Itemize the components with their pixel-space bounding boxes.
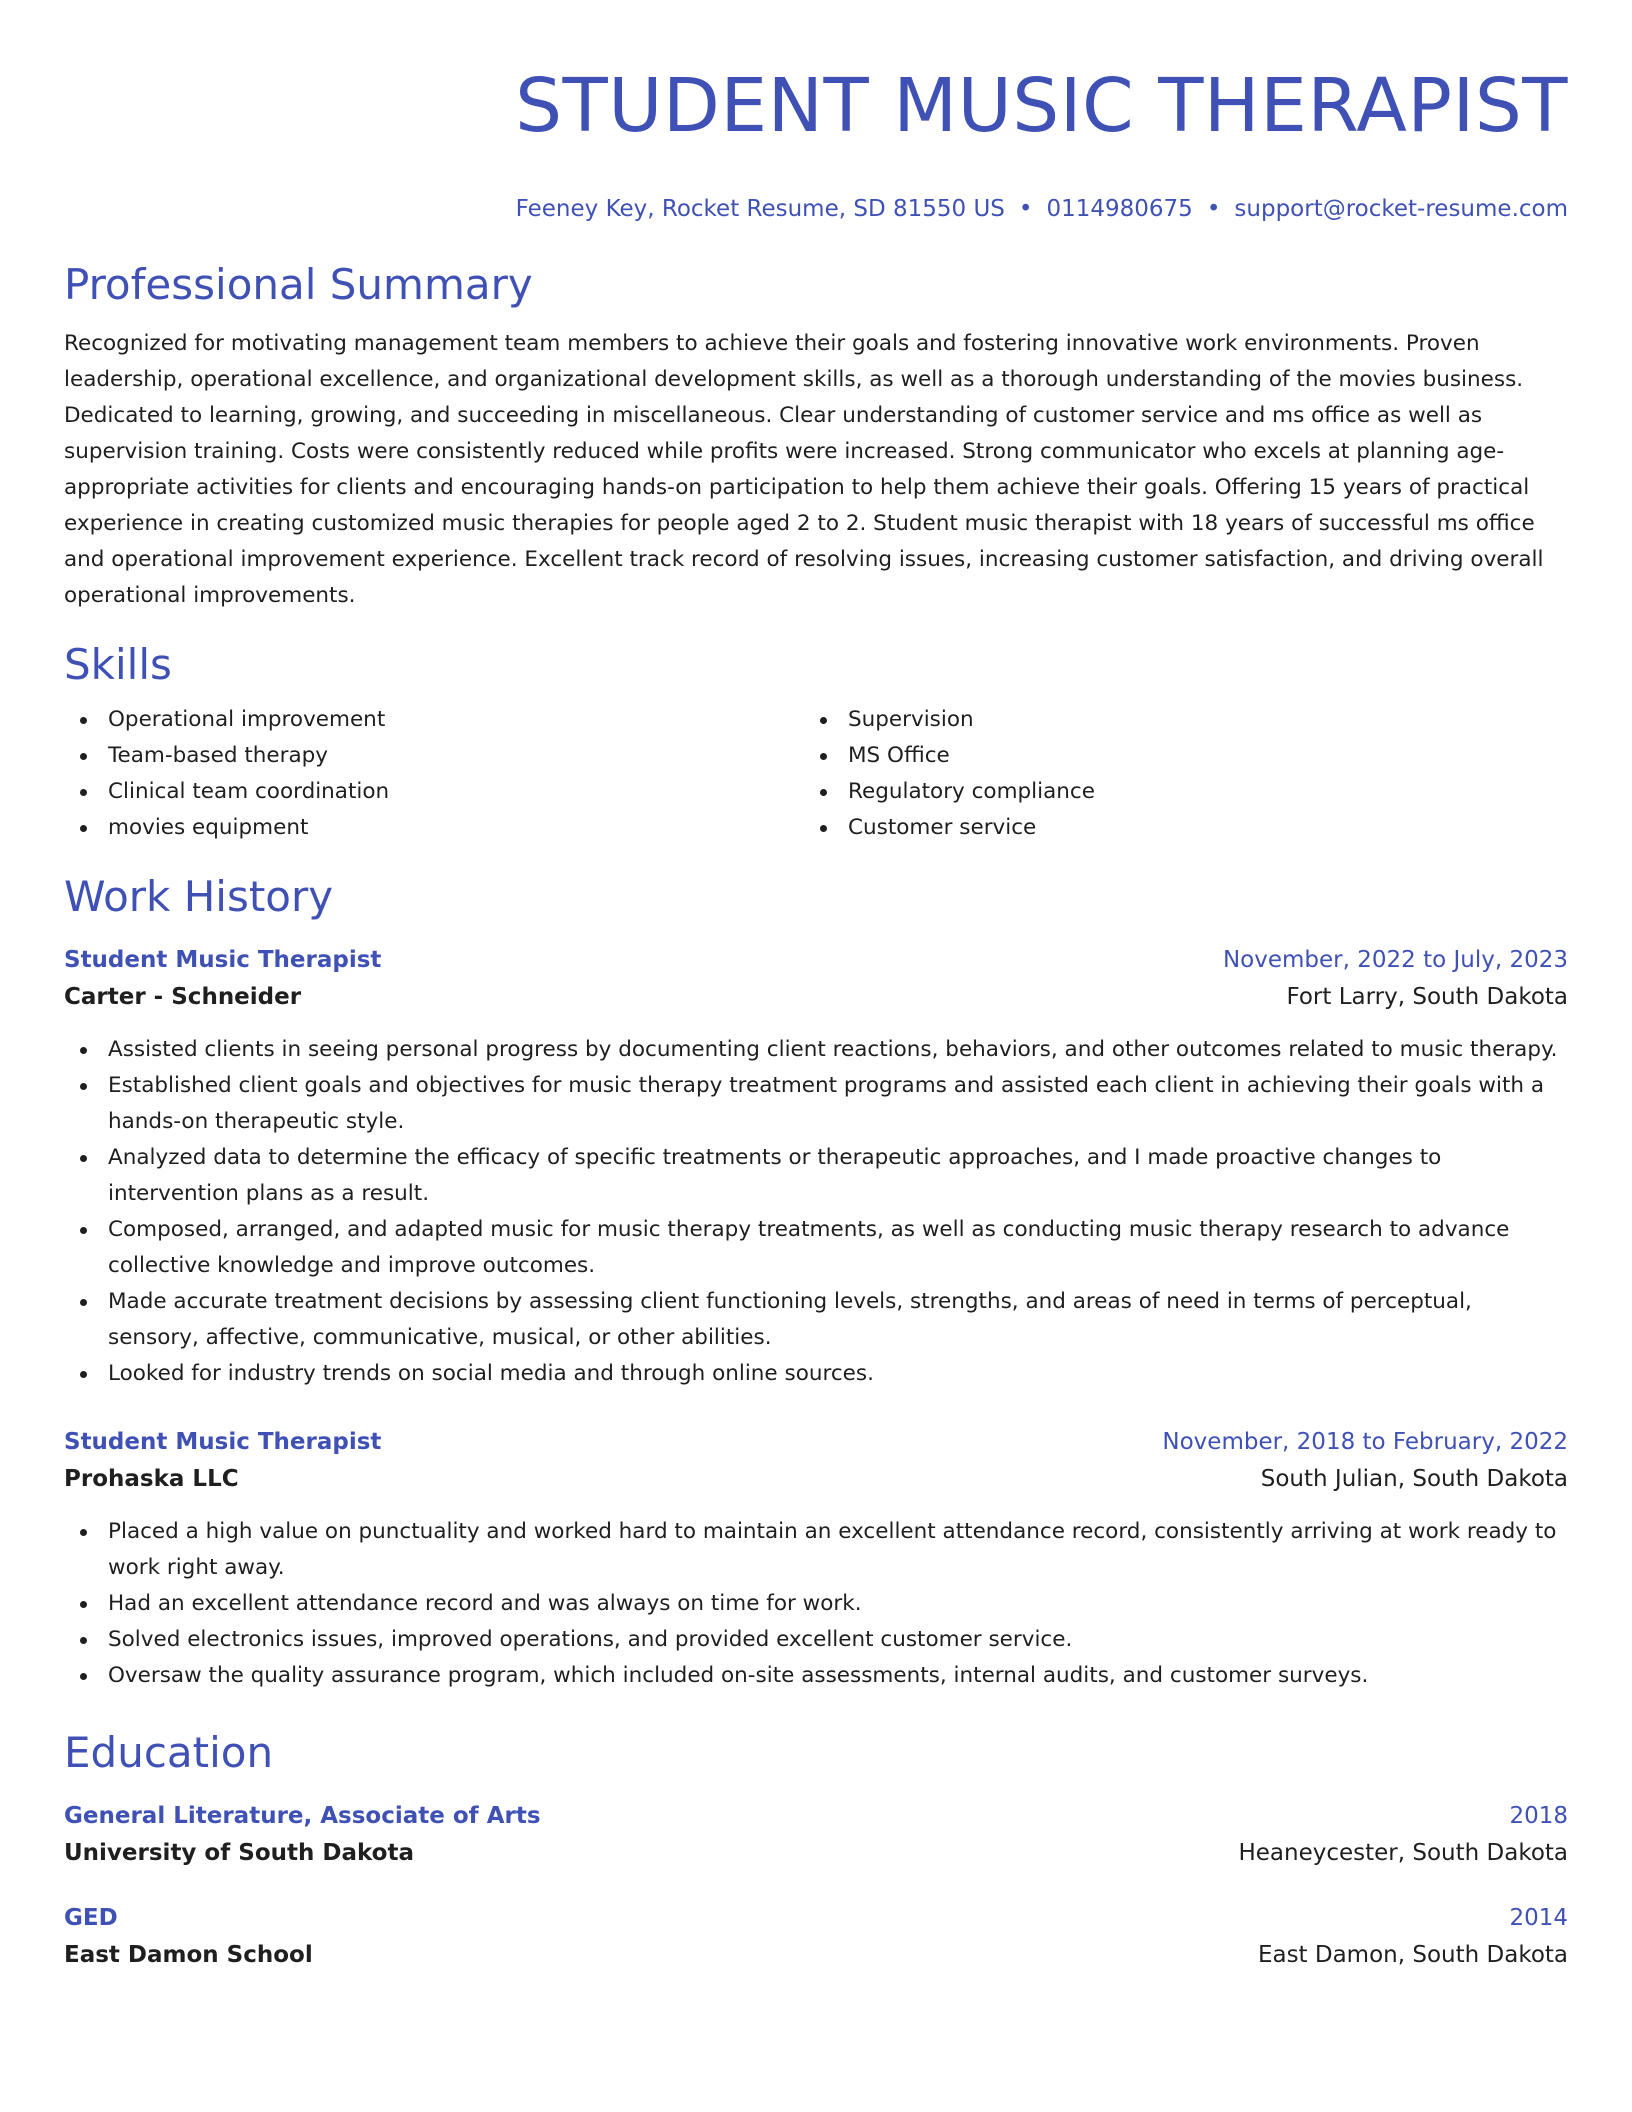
education-location: Heaneycester, South Dakota: [1238, 1840, 1568, 1866]
job-header-row: [64, 942, 1568, 978]
skill-item: Operational improvement: [64, 702, 804, 738]
candidate-name: STUDENT MUSIC THERAPIST: [515, 63, 1568, 149]
job-dates: November, 2018 to February, 2022: [1162, 1429, 1568, 1455]
job-location: Fort Larry, South Dakota: [1286, 984, 1568, 1010]
section-title-work: Work History: [64, 872, 334, 921]
section-title-summary: Professional Summary: [64, 260, 533, 309]
education-school: East Damon School: [64, 1942, 313, 1968]
job-company-row: [64, 1460, 1568, 1498]
skills-column-right: [804, 702, 1544, 846]
job-bullet: Made accurate treatment decisions by assessing client functioning levels, strengths, and areas of need in terms of perceptual, sensory, affective, communicative, musical, or other abilities.: [64, 1284, 1568, 1356]
contact-separator: •: [1206, 196, 1221, 222]
skills-column-left: [64, 702, 804, 846]
education-school: University of South Dakota: [64, 1840, 414, 1866]
job-bullet: Solved electronics issues, improved operations, and provided excellent customer service.: [64, 1622, 1568, 1658]
contact-separator: •: [1018, 196, 1033, 222]
job-bullet: Composed, arranged, and adapted music for music therapy treatments, as well as conducting music therapy research to advance collective knowledge and improve outcomes.: [64, 1212, 1568, 1284]
job-bullet: Oversaw the quality assurance program, which included on-site assessments, internal audits, and customer surveys.: [64, 1658, 1568, 1694]
education-location: East Damon, South Dakota: [1257, 1942, 1568, 1968]
job-company: Prohaska LLC: [64, 1466, 239, 1492]
job-location: South Julian, South Dakota: [1260, 1466, 1568, 1492]
skills-section: [64, 640, 1568, 846]
education-year: 2018: [1509, 1803, 1568, 1829]
education-section: [64, 1728, 1568, 1974]
skills-grid: [64, 702, 1568, 846]
resume-header: [64, 56, 1568, 224]
work-history-section: [64, 872, 1568, 1694]
skill-item: Customer service: [804, 810, 1544, 846]
skill-item: movies equipment: [64, 810, 804, 846]
education-degree: GED: [64, 1905, 118, 1931]
education-header-row: [64, 1900, 1568, 1936]
job-title: Student Music Therapist: [64, 1429, 382, 1455]
job-bullet: Established client goals and objectives for music therapy treatment programs and assisted each client in achieving their goals with a hands-on therapeutic style.: [64, 1068, 1568, 1140]
education-entry: [64, 1900, 1568, 1974]
education-header-row: [64, 1798, 1568, 1834]
job-bullets: [64, 1032, 1568, 1392]
summary-text: Recognized for motivating management team members to achieve their goals and fostering innovative work environments. Proven leadership, operational excellence, and organizational development skills, as well as a thorough understanding of the movies business. Dedicated to learning, growing, and succeeding in miscellaneous. Clear understanding of customer service and ms office as well as supervision training. Costs were consistently reduced while profits were increased. Strong communicator who excels at planning age-appropriate activities for clients and encouraging hands-on participation to help them achieve their goals. Offering 15 years of practical experience in creating customized music therapies for people aged 2 to 2. Student music therapist with 18 years of successful ms office and operational improvement experience. Excellent track record of resolving issues, increasing customer satisfaction, and driving overall operational improvements.: [64, 331, 1544, 608]
education-school-row: [64, 1834, 1568, 1872]
contact-phone: 0114980675: [1046, 196, 1193, 222]
section-title-skills: Skills: [64, 640, 172, 689]
education-year: 2014: [1509, 1905, 1568, 1931]
job-bullet: Looked for industry trends on social media and through online sources.: [64, 1356, 1568, 1392]
job-bullet: Assisted clients in seeing personal progress by documenting client reactions, behaviors, and other outcomes related to music therapy.: [64, 1032, 1568, 1068]
job-bullet: Analyzed data to determine the efficacy of specific treatments or therapeutic approaches, and I made proactive changes to intervention plans as a result.: [64, 1140, 1568, 1212]
skill-item: Regulatory compliance: [804, 774, 1544, 810]
professional-summary-section: [64, 260, 1568, 614]
section-title-education: Education: [64, 1728, 274, 1777]
job-header-row: [64, 1424, 1568, 1460]
job-title: Student Music Therapist: [64, 947, 382, 973]
skill-item: Clinical team coordination: [64, 774, 804, 810]
education-entry: [64, 1798, 1568, 1872]
skill-item: Team-based therapy: [64, 738, 804, 774]
education-school-row: [64, 1936, 1568, 1974]
job-bullet: Placed a high value on punctuality and worked hard to maintain an excellent attendance record, consistently arriving at work ready to work right away.: [64, 1514, 1568, 1586]
job-dates: November, 2022 to July, 2023: [1222, 947, 1568, 973]
job-entry: [64, 1424, 1568, 1694]
job-entry: [64, 942, 1568, 1392]
contact-email[interactable]: support@rocket-resume.com: [1234, 196, 1568, 222]
skill-item: MS Office: [804, 738, 1544, 774]
skill-item: Supervision: [804, 702, 1544, 738]
contact-line: [64, 194, 1568, 224]
job-bullets: [64, 1514, 1568, 1694]
job-company-row: [64, 978, 1568, 1016]
contact-address: Feeney Key, Rocket Resume, SD 81550 US: [515, 196, 1005, 222]
job-bullet: Had an excellent attendance record and was always on time for work.: [64, 1586, 1568, 1622]
education-degree: General Literature, Associate of Arts: [64, 1803, 541, 1829]
job-company: Carter - Schneider: [64, 984, 302, 1010]
